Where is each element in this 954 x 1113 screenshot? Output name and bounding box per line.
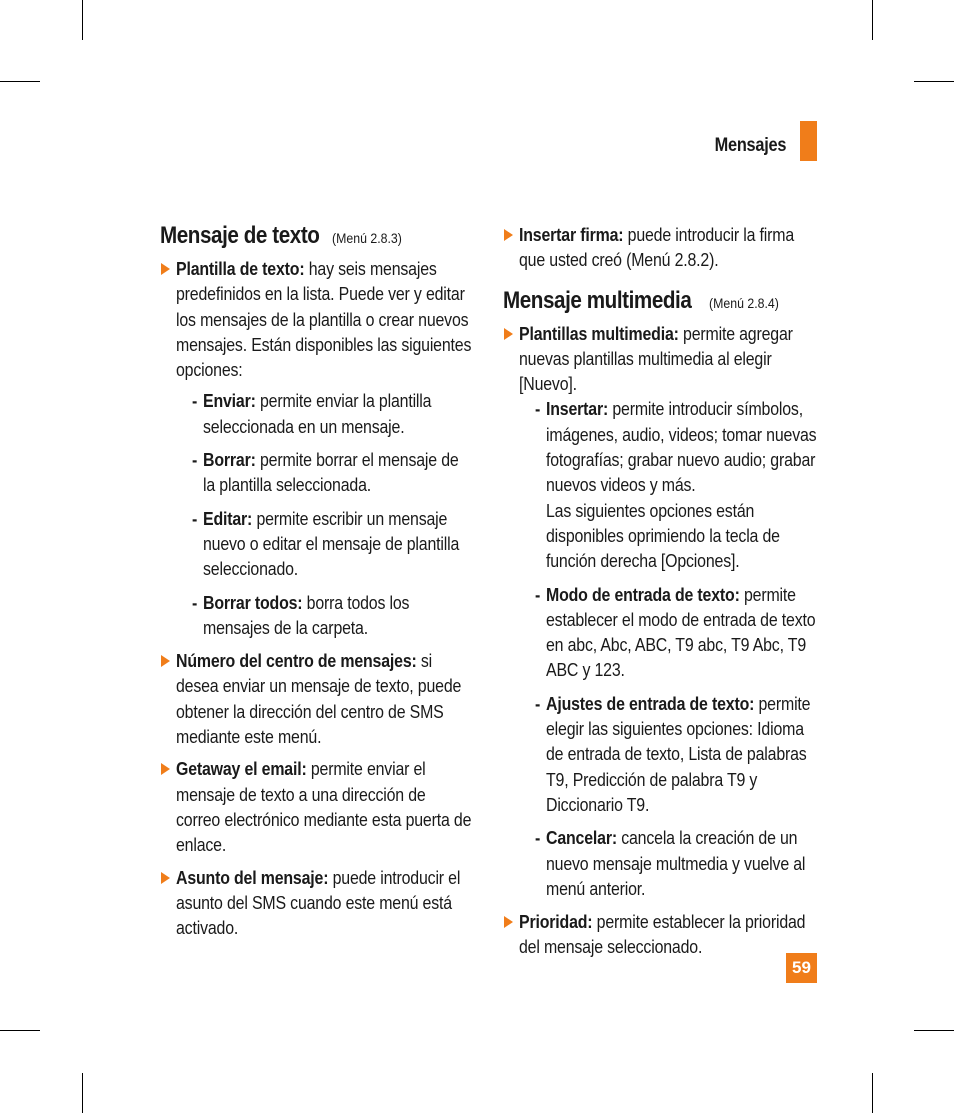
dash-icon: -: [192, 390, 198, 412]
page-number: 59: [786, 953, 817, 983]
dash-icon: -: [192, 449, 198, 471]
sub-item-text: permite introducir símbolos, imágenes, audio, videos; tomar nuevas fotografías; grabar nuevo audio; grabar nuevos videos y más.: [546, 398, 817, 496]
bullet-arrow-icon: [161, 763, 170, 775]
bullet-arrow-icon: [161, 872, 170, 884]
crop-mark: [872, 0, 873, 40]
sub-item: [176, 506, 474, 582]
sub-item: [176, 590, 474, 641]
sub-item-label: Borrar todos:: [203, 591, 303, 613]
sub-item: [176, 388, 474, 439]
crop-mark: [0, 1030, 40, 1031]
sub-item: [519, 825, 821, 901]
bullet-arrow-icon: [504, 916, 513, 928]
menu-reference: (Menú 2.8.4): [708, 294, 779, 311]
right-column: [503, 222, 821, 967]
dash-icon: -: [192, 507, 198, 529]
crop-mark: [82, 1073, 83, 1113]
list-item: [503, 909, 821, 960]
sub-item-text: permite borrar el mensaje de la plantilla seleccionada.: [203, 449, 459, 496]
crop-mark: [82, 0, 83, 40]
sub-item: [519, 396, 821, 573]
dash-icon: -: [535, 398, 541, 420]
sub-item-label: Cancelar:: [546, 827, 617, 849]
sub-item-label: Borrar:: [203, 449, 256, 471]
item-text: permite agregar nuevas plantillas multimedia al elegir [Nuevo].: [519, 322, 793, 395]
sub-item-text: borra todos los mensajes de la carpeta.: [203, 591, 410, 638]
item-label: Plantilla de texto:: [176, 258, 305, 279]
section-title: [160, 222, 474, 250]
list-item: [160, 756, 474, 857]
dash-icon: -: [192, 591, 198, 613]
sub-item-label: Modo de entrada de texto:: [546, 583, 740, 605]
item-label: Número del centro de mensajes:: [176, 650, 417, 672]
sub-item-label: Ajustes de entrada de texto:: [546, 692, 755, 714]
item-text: puede introducir la firma que usted creó (Menú 2.8.2).: [519, 224, 795, 271]
menu-reference: (Menú 2.8.3): [331, 230, 402, 246]
item-text: si desea enviar un mensaje de texto, puede obtener la dirección del centro de SMS mediante este menú.: [176, 650, 462, 748]
sub-item-label: Enviar:: [203, 390, 256, 412]
item-label: Prioridad:: [519, 911, 593, 933]
sub-item-text: permite escribir un mensaje nuevo o editar el mensaje de plantilla seleccionado.: [203, 507, 460, 580]
bullet-arrow-icon: [161, 655, 170, 667]
sub-item-extra: Las siguientes opciones están disponibles oprimiendo la tecla de función derecha [Opciones].: [546, 499, 780, 572]
sub-item-label: Editar:: [203, 507, 253, 529]
section-title-text: Mensaje de texto: [160, 222, 320, 249]
item-label: Asunto del mensaje:: [176, 866, 329, 888]
item-text: puede introducir el asunto del SMS cuando este menú está activado.: [176, 866, 461, 939]
section-header: Mensajes: [714, 135, 786, 156]
dash-icon: -: [535, 827, 541, 849]
sub-item: [519, 582, 821, 683]
item-text: hay seis mensajes predefinidos en la lista. Puede ver y editar los mensajes de la plantilla o crear nuevos mensajes. Están disponibles las siguientes opciones:: [176, 258, 472, 381]
item-label: Getaway el email:: [176, 758, 307, 780]
sub-item-text: permite establecer el modo de entrada de texto en abc, Abc, ABC, T9 abc, T9 Abc, T9 ABC y 123.: [546, 583, 816, 681]
sub-item-text: cancela la creación de un nuevo mensaje multmedia y vuelve al menú anterior.: [546, 827, 806, 899]
crop-mark: [914, 81, 954, 82]
dash-icon: -: [535, 583, 541, 605]
bullet-arrow-icon: [504, 328, 513, 340]
item-label: Insertar firma:: [519, 224, 624, 245]
crop-mark: [872, 1073, 873, 1113]
list-item: [160, 865, 474, 941]
section-title-text: Mensaje multimedia: [503, 286, 692, 314]
section-title: [503, 287, 821, 315]
sub-item: [176, 447, 474, 498]
item-label: Plantillas multimedia:: [519, 322, 679, 344]
sub-item-label: Insertar:: [546, 398, 609, 420]
bullet-arrow-icon: [504, 229, 513, 241]
bullet-arrow-icon: [161, 263, 170, 275]
list-item: [503, 321, 821, 902]
item-text: permite enviar el mensaje de texto a una dirección de correo electrónico mediante esta puerta de enlace.: [176, 758, 472, 856]
dash-icon: -: [535, 692, 541, 714]
sub-item-text: permite elegir las siguientes opciones: Idioma de entrada de texto, Lista de palabras T9, Predicción de palabra T9 y Diccionario T9.: [546, 692, 811, 815]
item-text: permite establecer la prioridad del mensaje seleccionado.: [519, 911, 806, 958]
crop-mark: [0, 81, 40, 82]
sub-item: [519, 691, 821, 817]
list-item: [160, 256, 474, 640]
list-item: [503, 222, 821, 273]
section-tab: [800, 121, 817, 161]
left-column: [160, 222, 474, 947]
sub-item-text: permite enviar la plantilla seleccionada en un mensaje.: [203, 390, 432, 437]
list-item: [160, 648, 474, 749]
crop-mark: [914, 1030, 954, 1031]
